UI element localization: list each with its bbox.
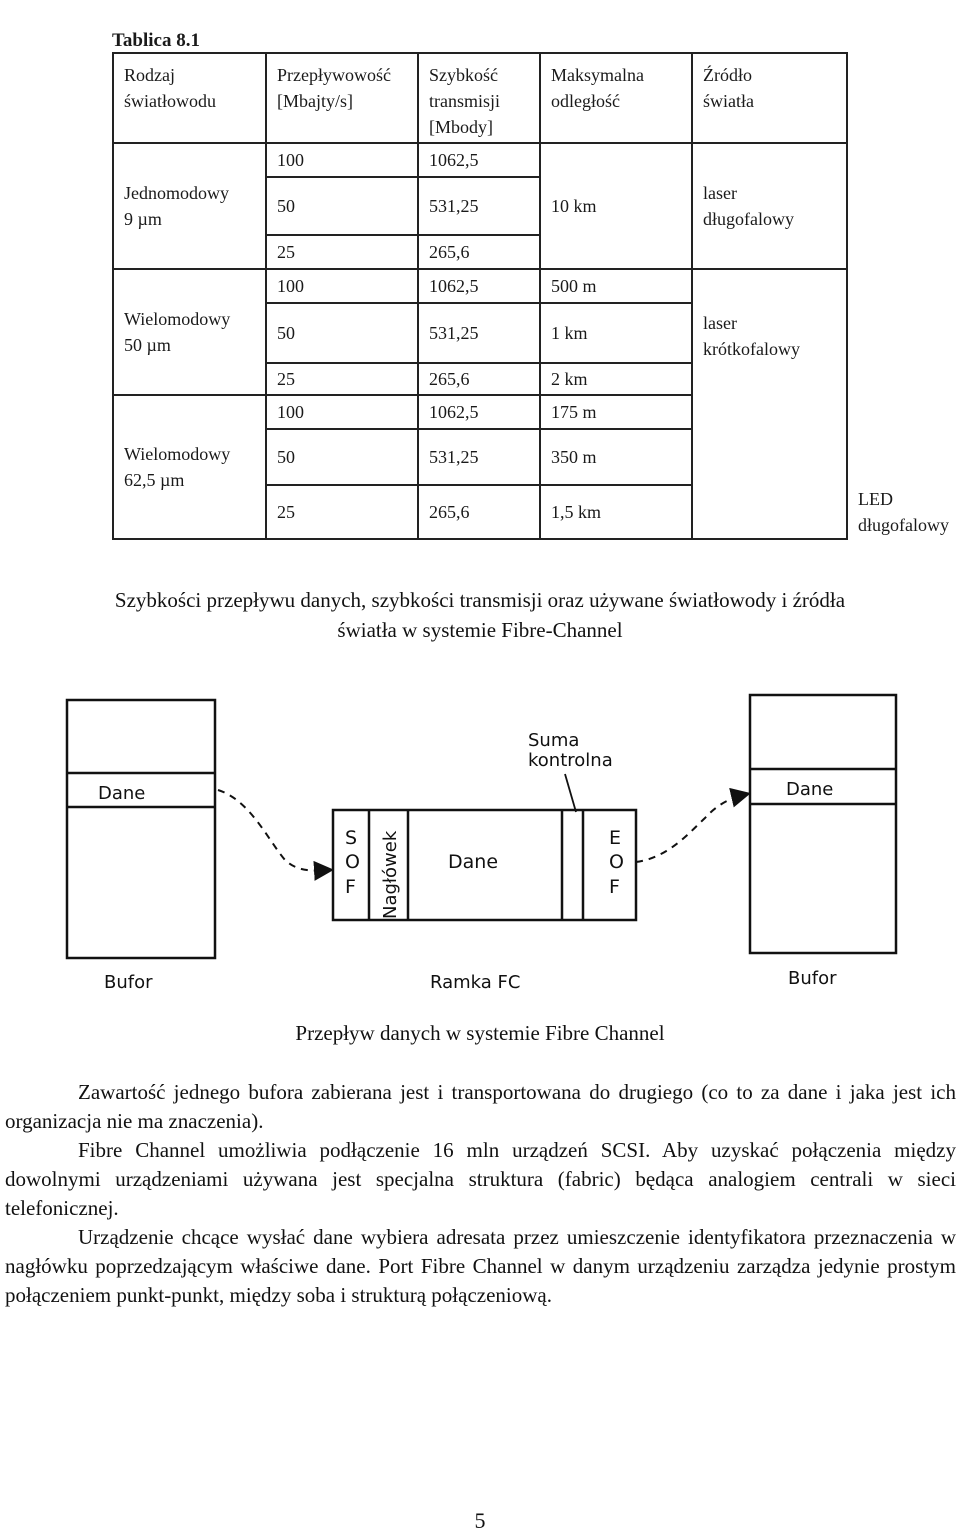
rate-cell: 1062,5 [418, 269, 540, 303]
sof-letter-o: O [345, 851, 360, 873]
body-text [5, 1078, 956, 1310]
throughput-cell: 100 [266, 395, 418, 429]
rate-cell: 531,25 [418, 429, 540, 485]
throughput-cell: 100 [266, 269, 418, 303]
rate-cell: 531,25 [418, 177, 540, 235]
fibre-channel-table [112, 52, 949, 540]
rate-cell: 265,6 [418, 485, 540, 539]
source-cell: laser krótkofalowy [692, 269, 847, 539]
right-buffer-label: Bufor [788, 968, 837, 989]
left-buffer-label: Bufor [104, 972, 153, 993]
diagram-caption: Przepływ danych w systemie Fibre Channel [295, 1021, 665, 1045]
right-dashed-arrow [636, 794, 747, 862]
throughput-cell: 50 [266, 177, 418, 235]
header-light-source: Źródło światła [692, 53, 847, 143]
eof-letter-o: O [609, 851, 624, 873]
rate-cell: 1062,5 [418, 143, 540, 177]
header-transmission-rate: Szybkość transmisji [Mbody] [418, 53, 540, 143]
table-caption-line1: Szybkości przepływu danych, szybkości transmisji oraz używane światłowody i źródła [114, 588, 846, 612]
source-cell: laser długofalowy [692, 143, 847, 269]
paragraph: Fibre Channel umożliwia podłączenie 16 mln urządzeń SCSI. Aby uzyskać połączenia między dowolnymi urządzeniami używana jest specjalna struktura (fabric) będąca analogiem centrali w sieci telefonicznej. [5, 1138, 956, 1220]
fiber-cell: Jednomodowy 9 µm [113, 143, 266, 269]
header-label: Nagłówek [380, 830, 401, 919]
eof-letter-e: E [609, 827, 622, 849]
fiber-cell: Wielomodowy 50 µm [113, 269, 266, 395]
header-max-distance: Maksymalna odległość [540, 53, 692, 143]
rate-cell: 265,6 [418, 235, 540, 269]
throughput-cell: 25 [266, 363, 418, 395]
checksum-label-line1: Suma [528, 730, 580, 751]
throughput-cell: 100 [266, 143, 418, 177]
distance-cell: 350 m [540, 429, 692, 485]
fc-dataflow-diagram [0, 690, 960, 1010]
distance-cell: 1 km [540, 303, 692, 363]
table-title: Tablica 8.1 [112, 30, 200, 51]
distance-cell: 175 m [540, 395, 692, 429]
distance-cell: 2 km [540, 363, 692, 395]
left-buffer-data-label: Dane [98, 783, 146, 804]
sof-letter-s: S [345, 827, 358, 849]
paragraph: Zawartość jednego bufora zabierana jest i transportowana do drugiego (co to za dane i jaka jest ich organizacja nie ma znaczenia). [5, 1080, 956, 1133]
rate-cell: 265,6 [418, 363, 540, 395]
left-buffer [67, 700, 215, 993]
checksum-label-line2: kontrolna [528, 750, 613, 771]
left-dashed-arrow [218, 790, 330, 871]
checksum-pointer [565, 774, 576, 812]
eof-letter-f: F [609, 876, 620, 898]
distance-cell: 500 m [540, 269, 692, 303]
paragraph: Urządzenie chcące wysłać dane wybiera adresata przez umieszczenie identyfikatora przeznaczenia w nagłówku poprzedzającym właściwe dane. Port Fibre Channel w danym urządzeniu zarządza jedynie prostym połączeniem punkt-punkt, między soba i strukturą połączeniową. [5, 1225, 956, 1307]
right-buffer-data-label: Dane [786, 779, 834, 800]
fc-frame [333, 810, 636, 993]
rate-cell: 1062,5 [418, 395, 540, 429]
table-caption-line2: światła w systemie Fibre-Channel [337, 618, 623, 642]
header-fiber-type: Rodzaj światłowodu [113, 53, 266, 143]
table-row: 25 265,6 1,5 km LED długofalowy [113, 485, 847, 539]
rate-cell: 531,25 [418, 303, 540, 363]
table-row [113, 143, 847, 177]
header-throughput: Przepływowość [Mbajty/s] [266, 53, 418, 143]
sof-letter-f: F [345, 876, 356, 898]
table-row [113, 269, 847, 303]
frame-data-label: Dane [448, 851, 499, 873]
throughput-cell: 50 [266, 303, 418, 363]
distance-cell: 10 km [540, 143, 692, 269]
fiber-cell: Wielomodowy 62,5 µm [113, 395, 266, 539]
throughput-cell: 25 [266, 485, 418, 539]
table-caption [0, 585, 960, 645]
throughput-cell: 50 [266, 429, 418, 485]
frame-label: Ramka FC [430, 972, 521, 993]
throughput-cell: 25 [266, 235, 418, 269]
distance-cell: 1,5 km [540, 485, 692, 539]
right-buffer [750, 695, 896, 989]
page-number: 5 [474, 1508, 486, 1533]
